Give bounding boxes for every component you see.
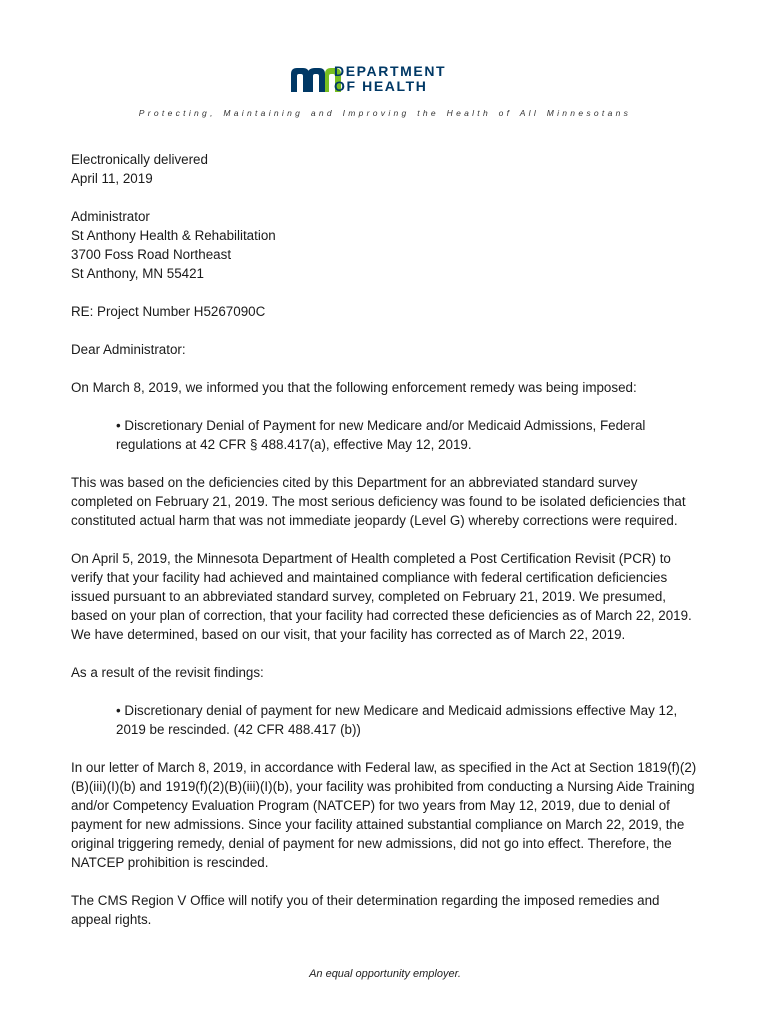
- salutation: Dear Administrator:: [71, 342, 186, 357]
- re-line: RE: Project Number H5267090C: [71, 304, 266, 319]
- paragraph: On March 8, 2019, we informed you that the following enforcement remedy was being imposed:: [71, 380, 637, 395]
- paragraph: The CMS Region V Office will notify you of their determination regarding the imposed remedies and appeal rights.: [71, 893, 660, 927]
- letter-date: April 11, 2019: [71, 171, 153, 186]
- bullet-item: • Discretionary denial of payment for new Medicare and Medicaid admissions effective May 12, 2019 be rescinded. (42 CFR 488.417 (b)): [116, 703, 678, 737]
- recipient-title: Administrator: [71, 209, 150, 224]
- logo-line-1: DEPARTMENT: [334, 63, 447, 79]
- paragraph: This was based on the deficiencies cited by this Department for an abbreviated standard survey completed on February 21, 2019. The most serious deficiency was found to be isolated deficiencies that constituted actual harm that was not immediate jeopardy (Level G) whereby corrections were required.: [71, 475, 686, 528]
- recipient-street: 3700 Foss Road Northeast: [71, 247, 232, 262]
- recipient-address: [71, 207, 701, 283]
- date-block: [71, 150, 701, 188]
- logo-line-2: OF HEALTH: [334, 78, 428, 94]
- paragraph: In our letter of March 8, 2019, in accordance with Federal law, as specified in the Act at Section 1819(f)(2)(B)(iii)(I)(b) and 1919(f)(2)(B)(iii)(I)(b), your facility was prohibited from conducting a Nursing Aide Training and/or Competency Evaluation Program (NATCEP) for two years from May 12, 2019, due to denial of payment for new admissions. Since your facility attained substantial compliance on March 22, 2019, the original triggering remedy, denial of payment for new admissions, did not go into effect. Therefore, the NATCEP prohibition is rescinded.: [71, 760, 697, 870]
- footer-text: An equal opportunity employer.: [309, 968, 461, 980]
- paragraph: As a result of the revisit findings:: [71, 665, 264, 680]
- letter-body: [71, 150, 701, 948]
- delivery-method: Electronically delivered: [71, 152, 208, 167]
- letterhead: [0, 0, 770, 130]
- recipient-facility: St Anthony Health & Rehabilitation: [71, 228, 276, 243]
- tagline: Protecting, Maintaining and Improving the Health of All Minnesotans: [138, 108, 632, 118]
- bullet-item: • Discretionary Denial of Payment for new Medicare and/or Medicaid Admissions, Federal regulations at 42 CFR § 488.417(a), effective May 12, 2019.: [116, 418, 646, 452]
- recipient-city: St Anthony, MN 55421: [71, 266, 204, 281]
- department-name: [334, 64, 446, 94]
- paragraph: On April 5, 2019, the Minnesota Department of Health completed a Post Certification Revisit (PCR) to verify that your facility had achieved and maintained compliance with federal certification deficiencies issued pursuant to an abbreviated standard survey, completed on February 21, 2019. We presumed, based on your plan of correction, that your facility had corrected these deficiencies as of March 22, 2019. We have determined, based on our visit, that your facility has corrected as of March 22, 2019.: [71, 551, 692, 642]
